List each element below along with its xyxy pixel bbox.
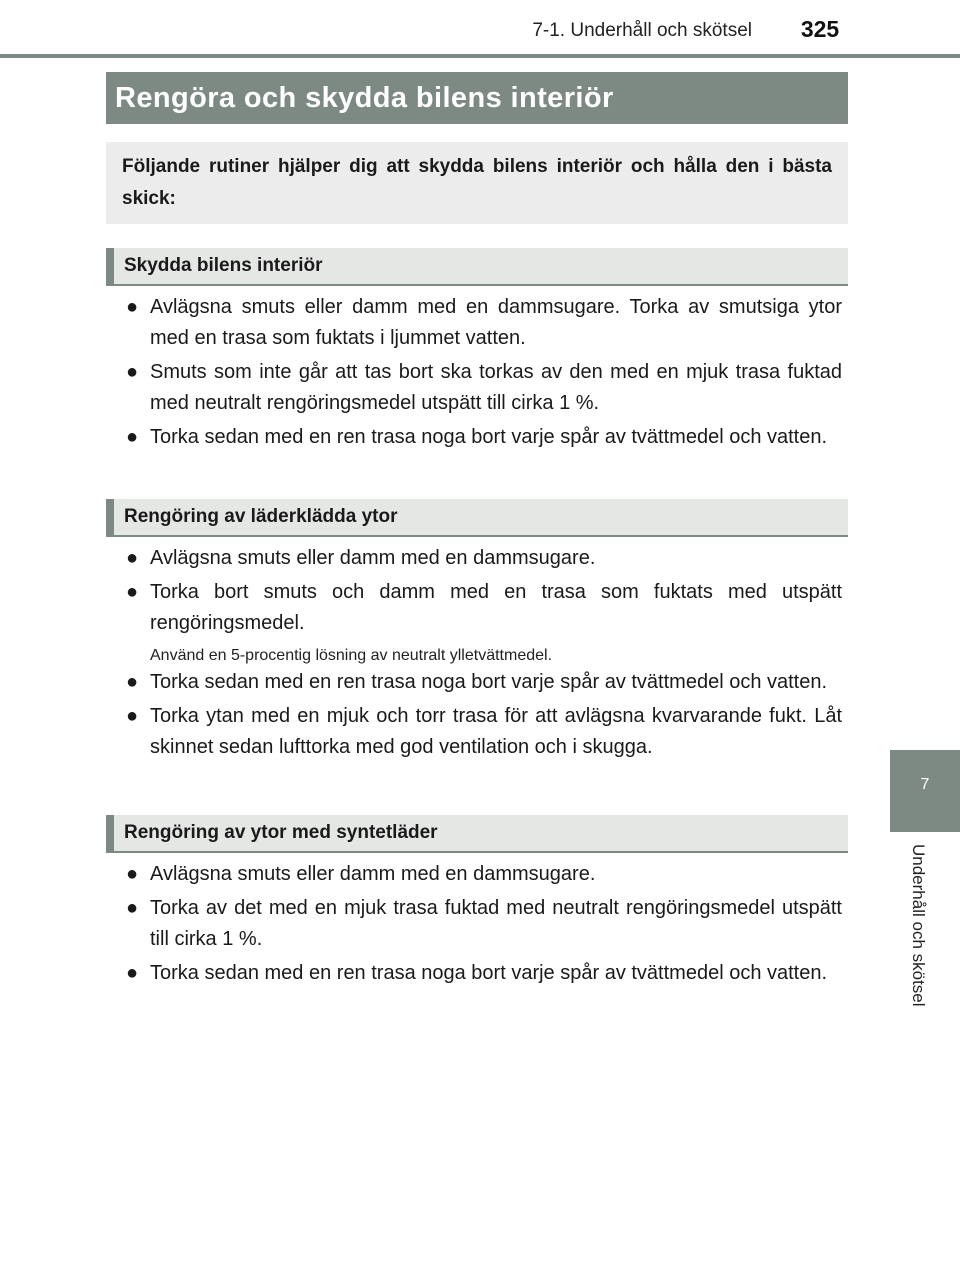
list-item-text: Avlägsna smuts eller damm med en dammsugare.: [150, 863, 596, 885]
bullet-list-leather: [126, 543, 842, 766]
bullet-icon: ●: [126, 547, 139, 569]
section-heading-synthetic-leather: Rengöring av ytor med syntetläder: [106, 815, 848, 853]
list-item-text: Avlägsna smuts eller damm med en dammsugare. Torka av smutsiga ytor med en trasa som fuktats i ljummet vatten.: [150, 296, 842, 349]
list-item-text: Smuts som inte går att tas bort ska torkas av den med en mjuk trasa fuktad med neutralt rengöringsmedel utspätt till cirka 1 %.: [150, 361, 842, 414]
intro-text: Följande rutiner hjälper dig att skydda bilens interiör och hålla den i bästa skick:: [106, 142, 848, 224]
list-item-text: Torka av det med en mjuk trasa fuktad med neutralt rengöringsmedel utspätt till cirka 1 %.: [150, 897, 842, 950]
bullet-icon: ●: [126, 581, 139, 603]
list-item: [126, 958, 842, 989]
section-heading-protect-interior: Skydda bilens interiör: [106, 248, 848, 286]
list-item: [126, 577, 842, 639]
bullet-icon: ●: [126, 962, 139, 984]
page-header: [0, 0, 960, 58]
bullet-icon: ●: [126, 671, 139, 693]
list-item: [126, 543, 842, 574]
list-item-text: Torka bort smuts och damm med en trasa som fuktats med utspätt rengöringsmedel.: [150, 581, 842, 634]
list-item: [126, 422, 842, 453]
bullet-list-synthetic-leather: [126, 859, 842, 992]
page-number: 325: [800, 16, 840, 42]
chapter-tab: 7: [890, 750, 960, 832]
list-item: [126, 701, 842, 763]
list-item-text: Torka sedan med en ren trasa noga bort varje spår av tvättmedel och vatten.: [150, 962, 828, 984]
list-item: [126, 893, 842, 955]
bullet-icon: ●: [126, 863, 139, 885]
bullet-icon: ●: [126, 361, 139, 383]
list-item-text: Torka sedan med en ren trasa noga bort varje spår av tvättmedel och vatten.: [150, 671, 828, 693]
bullet-list-protect-interior: [126, 292, 842, 456]
page-title: Rengöra och skydda bilens interiör: [106, 72, 848, 124]
list-item-text: Torka sedan med en ren trasa noga bort varje spår av tvättmedel och vatten.: [150, 426, 828, 448]
list-item-text: Avlägsna smuts eller damm med en dammsugare.: [150, 547, 596, 569]
bullet-icon: ●: [126, 705, 139, 727]
list-item: [126, 859, 842, 890]
chapter-label: Underhåll och skötsel: [909, 844, 928, 1007]
list-item: [126, 357, 842, 419]
list-item-text: Torka ytan med en mjuk och torr trasa för att avlägsna kvarvarande fukt. Låt skinnet sedan lufttorka med god ventilation och i skugga.: [150, 705, 842, 758]
bullet-icon: ●: [126, 296, 139, 318]
bullet-icon: ●: [126, 897, 139, 919]
header-rule: [0, 54, 960, 58]
section-heading-leather: Rengöring av läderklädda ytor: [106, 499, 848, 537]
bullet-icon: ●: [126, 426, 139, 448]
list-item: [126, 667, 842, 698]
list-item: [126, 292, 842, 354]
header-section-title: 7-1. Underhåll och skötsel: [532, 20, 752, 41]
note-text: Använd en 5-procentig lösning av neutralt ylletvättmedel.: [150, 647, 553, 664]
